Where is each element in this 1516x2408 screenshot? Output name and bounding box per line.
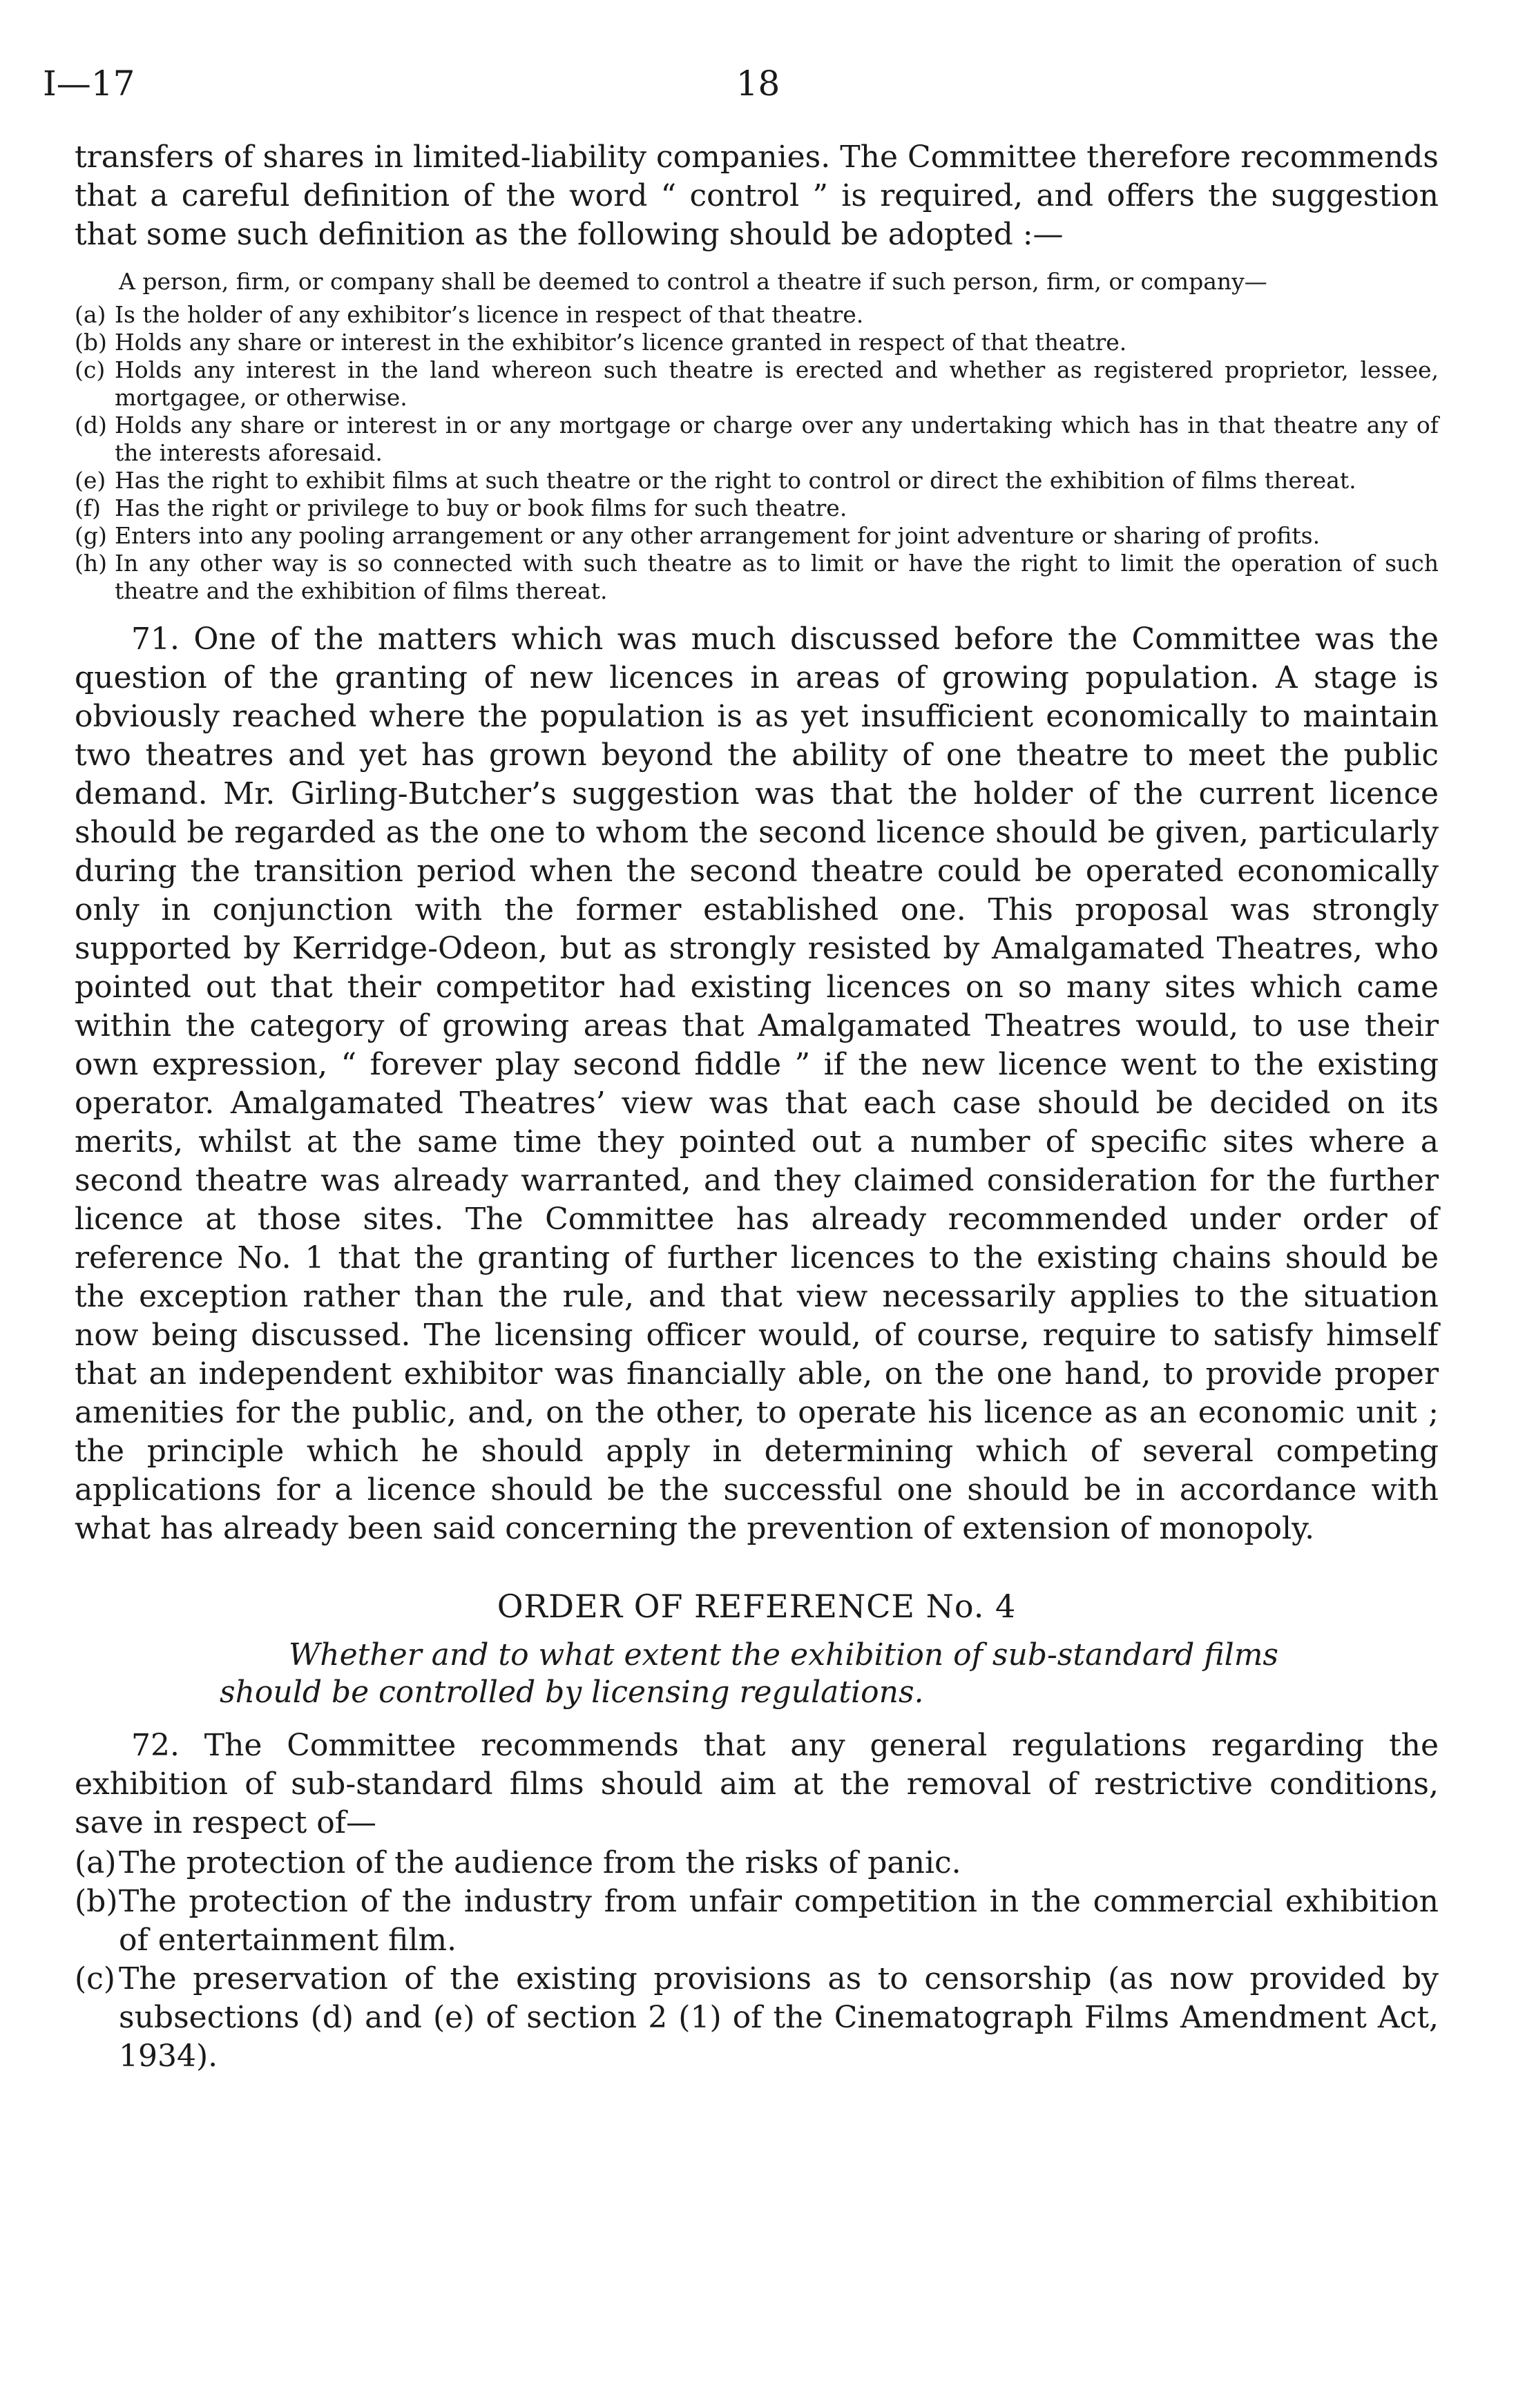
list-item-label: (f) bbox=[75, 494, 101, 521]
list-item-text: Has the right to exhibit films at such theatre or the right to control or direct the exhibition of films thereat. bbox=[115, 467, 1356, 494]
list-item-text: The protection of the industry from unfair competition in the commercial exhibition of entertainment film. bbox=[119, 1884, 1439, 1958]
list-item bbox=[75, 301, 1439, 329]
list-item-label: (c) bbox=[75, 1961, 115, 1996]
paragraph-71: 71. One of the matters which was much discussed before the Committee was the question of the granting of new licences in areas of growing population. A stage is obviously reached where the population is as yet insufficient economically to maintain two theatres and yet has grown beyond the ability of one theatre to meet the public demand. Mr. Girling-Butcher’s suggestion was that the holder of the current licence should be regarded as the one to whom the second licence should be given, particularly during the transition period when the second theatre could be operated economically only in conjunction with the former established one. This proposal was strongly supported by Kerridge-Odeon, but as strongly resisted by Amalgamated Theatres, who pointed out that their competitor had existing licences on so many sites which came within the category of growing areas that Amalgamated Theatres would, to use their own expression, “ forever play second fiddle ” if the new licence went to the existing operator. Amalgamated Theatres’ view was that each case should be decided on its merits, whilst at the same time they pointed out a number of specific sites where a second theatre was already warranted, and they claimed consideration for the further licence at those sites. The Committee has already recommended under order of reference No. 1 that the granting of further licences to the existing chains should be the exception rather than the rule, and that view necessarily applies to the situation now being discussed. The licensing officer would, of course, require to satisfy himself that an independent exhibitor was financially able, on the one hand, to provide proper amenities for the public, and, on the other, to operate his licence as an economic unit ; the principle which he should apply in determining which of several competing applications for a licence should be the successful one should be in accordance with what has already been said concerning the prevention of extension of monopoly. bbox=[75, 622, 1439, 1546]
section-heading: ORDER OF REFERENCE No. 4 bbox=[497, 1588, 1017, 1625]
list-item-text: The preservation of the existing provisions as to censorship (as now provided by subsections (d) and (e) of section 2 (1) of the Cinematograph Films Amendment Act, 1934). bbox=[119, 1961, 1439, 2074]
list-item bbox=[75, 467, 1439, 494]
list-item-text: Holds any interest in the land whereon such theatre is erected and whether as registered proprietor, lessee, mortgagee, or otherwise. bbox=[115, 356, 1439, 411]
paragraph-continued: transfers of shares in limited-liability companies. The Committee therefore recommends that a careful definition of the word “ control ” is required, and offers the suggestion that some such definition as the following should be adopted :— bbox=[75, 139, 1439, 252]
list-item bbox=[75, 494, 1439, 522]
list-item bbox=[75, 412, 1439, 467]
list-item-label: (c) bbox=[75, 356, 106, 383]
list-item-text: Has the right or privilege to buy or book films for such theatre. bbox=[115, 494, 847, 521]
document-reference: I—17 bbox=[43, 64, 135, 104]
list-item-label: (d) bbox=[75, 412, 107, 439]
list-item-text: The protection of the audience from the risks of panic. bbox=[119, 1845, 961, 1880]
list-item-text: Enters into any pooling arrangement or any other arrangement for joint adventure or sharing of profits. bbox=[115, 522, 1321, 549]
list-item-label: (a) bbox=[75, 301, 106, 328]
list-item bbox=[75, 522, 1439, 550]
page-number: 18 bbox=[736, 64, 780, 104]
paragraph-72: 72. The Committee recommends that any general regulations regarding the exhibition of sub-standard films should aim at the removal of restrictive conditions, save in respect of— bbox=[75, 1728, 1439, 1840]
definition-list bbox=[75, 301, 1439, 605]
list-item bbox=[75, 1960, 1439, 2076]
list-item bbox=[75, 329, 1439, 356]
page-header bbox=[43, 64, 1473, 112]
section-subheading: Whether and to what extent the exhibition of sub-standard films should be controlled by licensing regulations. bbox=[220, 1637, 1279, 1710]
list-item-label: (g) bbox=[75, 522, 107, 549]
definition-intro: A person, firm, or company shall be deemed to control a theatre if such person, firm, or company— bbox=[119, 268, 1267, 295]
list-item-label: (b) bbox=[75, 1884, 118, 1919]
page-content bbox=[75, 138, 1439, 2076]
list-item-label: (h) bbox=[75, 550, 108, 577]
list-item bbox=[75, 550, 1439, 605]
paragraph-72-list bbox=[75, 1844, 1439, 2076]
list-item-text: Holds any share or interest in the exhibitor’s licence granted in respect of that theatre. bbox=[115, 329, 1127, 356]
list-item-label: (e) bbox=[75, 467, 106, 494]
list-item-text: Holds any share or interest in or any mortgage or charge over any undertaking which has in that theatre any of the interests aforesaid. bbox=[115, 412, 1439, 466]
list-item-text: In any other way is so connected with such theatre as to limit or have the right to limit the operation of such theatre and the exhibition of films thereat. bbox=[115, 550, 1439, 604]
list-item-text: Is the holder of any exhibitor’s licence in respect of that theatre. bbox=[115, 301, 864, 328]
list-item-label: (a) bbox=[75, 1845, 117, 1880]
list-item bbox=[75, 356, 1439, 412]
list-item-label: (b) bbox=[75, 329, 107, 356]
list-item bbox=[75, 1882, 1439, 1960]
list-item bbox=[75, 1844, 1439, 1882]
